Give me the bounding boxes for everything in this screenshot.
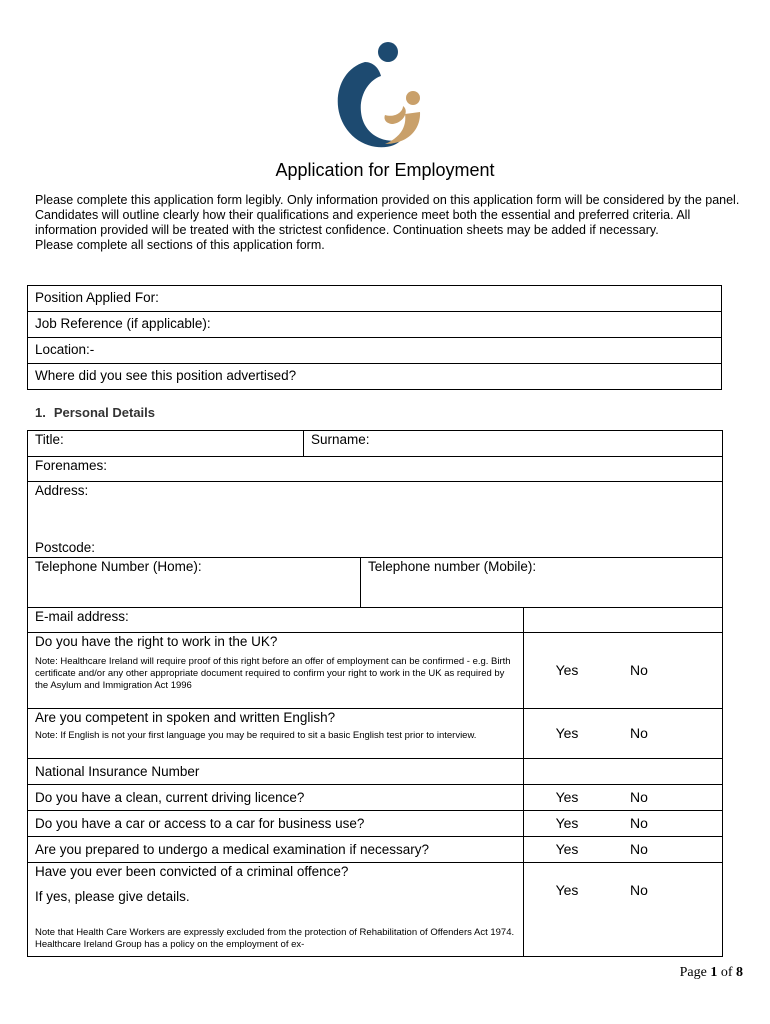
no-option[interactable]: No [630, 725, 648, 741]
email-label: E-mail address: [28, 608, 524, 633]
question-note: Note: If English is not your first language you may be required to sit a basic English test prior to interview. [35, 730, 477, 741]
yes-option[interactable]: Yes [555, 725, 579, 741]
surname-field[interactable]: Surname: [304, 431, 723, 457]
criminal-offence-question [28, 863, 524, 957]
job-reference-field[interactable]: Job Reference (if applicable): [28, 312, 722, 338]
section-number: 1. [35, 405, 46, 420]
page-title: Application for Employment [275, 160, 495, 180]
postcode-label: Postcode: [35, 540, 96, 555]
right-to-work-question [28, 633, 524, 709]
car-access-answer [524, 811, 723, 837]
right-to-work-answer [524, 633, 723, 709]
no-option[interactable]: No [630, 662, 648, 678]
medical-exam-answer [524, 837, 723, 863]
yes-option[interactable]: Yes [555, 789, 579, 805]
logo-gold-swoosh [384, 106, 405, 124]
question-note: Note that Health Care Workers are expressly excluded from the protection of Rehabilitation of Offenders Act 1974. Healthcare Ireland Group has a policy on the employment of ex- [35, 927, 515, 950]
no-option[interactable]: No [630, 789, 648, 805]
yes-option[interactable]: Yes [555, 841, 579, 857]
logo-dot-gold [406, 91, 420, 105]
intro-paragraph: Please complete all sections of this application form. [35, 238, 325, 252]
car-access-question: Do you have a car or access to a car for business use? [28, 811, 524, 837]
page-current: 1 [710, 965, 718, 980]
criminal-offence-answer [524, 863, 723, 957]
email-input[interactable] [524, 608, 723, 633]
yes-option[interactable]: Yes [555, 815, 579, 831]
page-total: 8 [736, 965, 743, 980]
driving-licence-question: Do you have a clean, current driving licence? [28, 785, 524, 811]
no-option[interactable]: No [630, 841, 648, 857]
page-number [680, 965, 743, 981]
medical-exam-question: Are you prepared to undergo a medical examination if necessary? [28, 837, 524, 863]
question-text: Have you ever been convicted of a criminal offence? [35, 864, 349, 879]
forenames-field[interactable]: Forenames: [28, 457, 723, 482]
section-heading [35, 405, 155, 420]
english-answer [524, 709, 723, 759]
intro-paragraph: Please complete this application form legibly. Only information provided on this application form will be considered by the panel. Candidates will outline clearly how their qualifications and experience meet both the essential and preferred criteria. All information provided will be treated with the strictest confidence. Continuation sheets may be added if necessary. [35, 193, 740, 237]
telephone-mobile-field[interactable]: Telephone number (Mobile): [361, 558, 723, 608]
advertised-field[interactable]: Where did you see this position advertised? [28, 364, 722, 390]
logo-blue-arc [338, 62, 401, 147]
logo-dot-top [378, 42, 398, 62]
section-title: Personal Details [53, 405, 155, 420]
address-label: Address: [35, 483, 89, 498]
personal-details-table [27, 430, 723, 957]
no-option[interactable]: No [630, 815, 648, 831]
english-question [28, 709, 524, 759]
position-applied-field[interactable]: Position Applied For: [28, 286, 722, 312]
address-field[interactable] [28, 482, 723, 558]
intro-text [35, 193, 755, 253]
company-logo [325, 40, 430, 150]
yes-option[interactable]: Yes [555, 662, 579, 678]
ni-number-input[interactable] [524, 759, 723, 785]
question-details: If yes, please give details. [35, 889, 190, 904]
position-table [27, 285, 722, 390]
page-prefix: Page [679, 965, 707, 980]
title-field[interactable]: Title: [28, 431, 304, 457]
ni-number-label: National Insurance Number [28, 759, 524, 785]
telephone-home-field[interactable]: Telephone Number (Home): [28, 558, 361, 608]
no-option[interactable]: No [630, 881, 648, 898]
yes-option[interactable]: Yes [555, 881, 579, 898]
question-note: Note: Healthcare Ireland will require proof of this right before an offer of employment can be confirmed - e.g. Birth certificate and/or any other appropriate document required to confirm your right to work in the UK as required by the Asylum and Immigration Act 1996 [35, 656, 511, 691]
question-text: Do you have the right to work in the UK? [35, 634, 278, 649]
location-field[interactable]: Location:- [28, 338, 722, 364]
question-text: Are you competent in spoken and written English? [35, 710, 336, 725]
driving-licence-answer [524, 785, 723, 811]
page-of: of [720, 965, 733, 980]
